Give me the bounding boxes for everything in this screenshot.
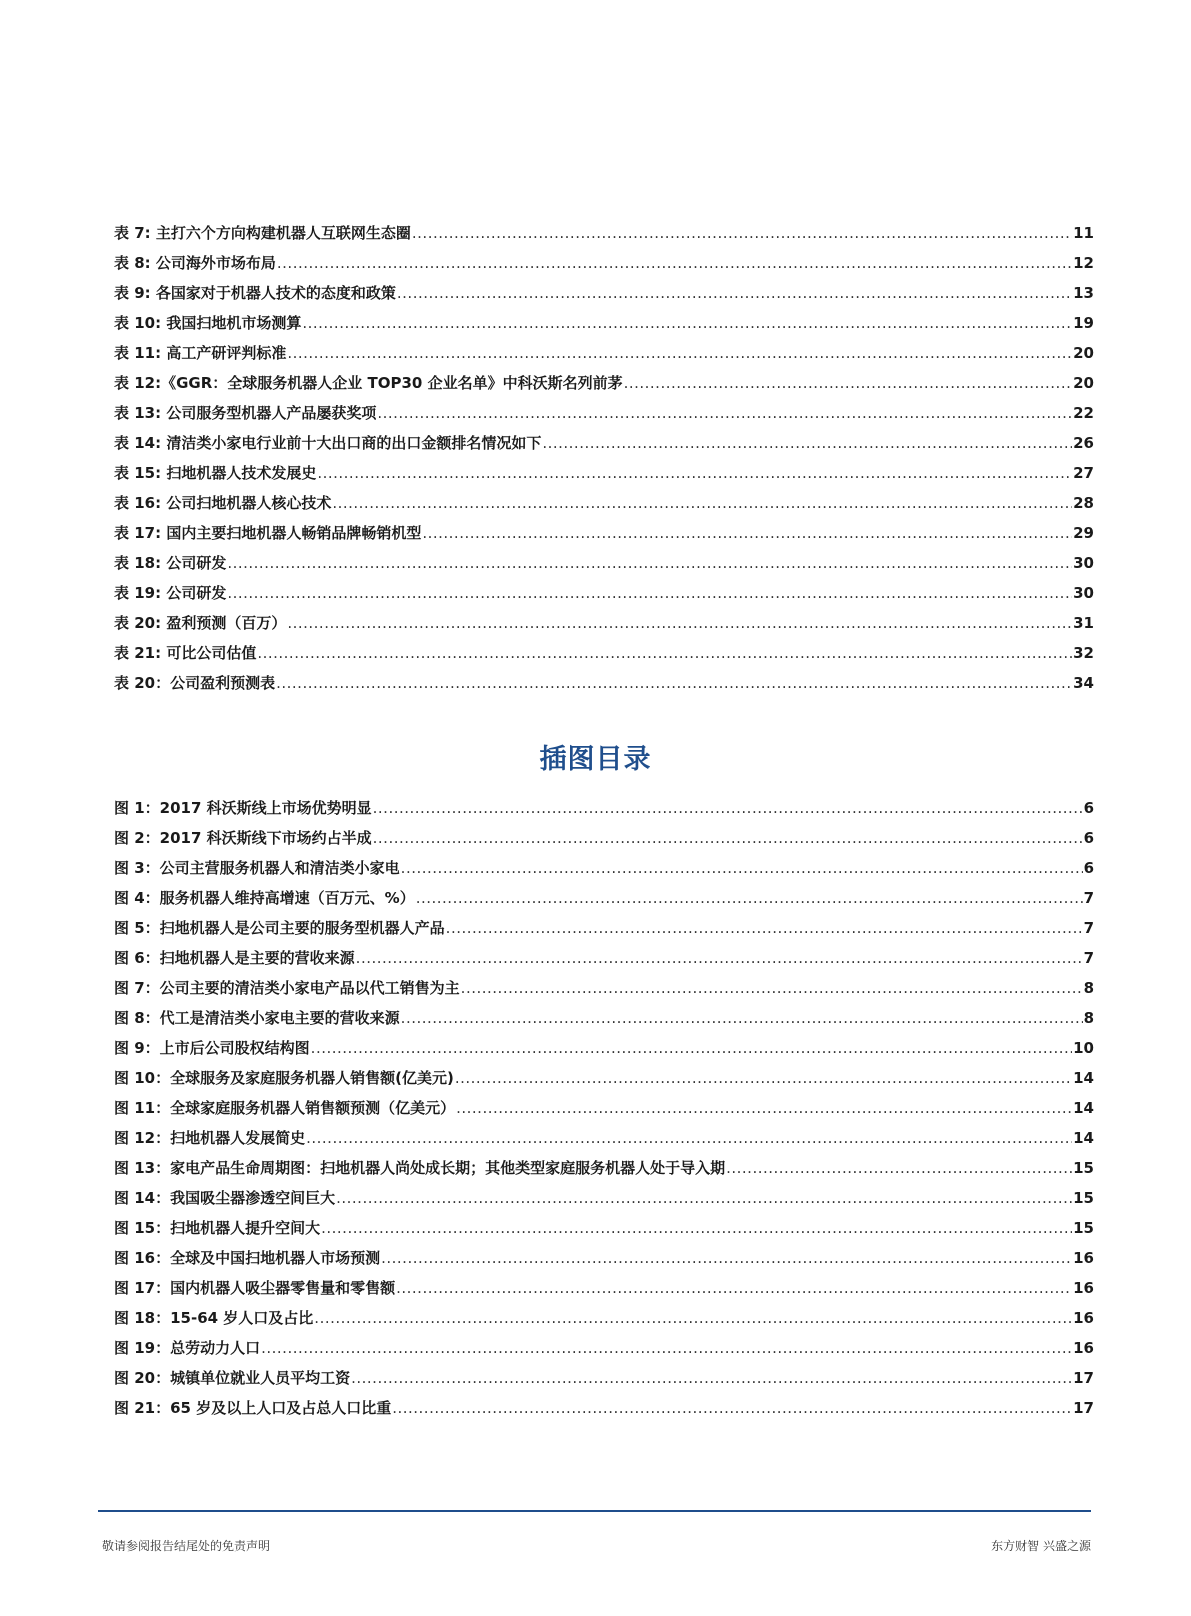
toc-entry[interactable] (114, 1273, 1094, 1303)
toc-entry[interactable] (114, 793, 1094, 823)
toc-entry-label: 表 13: 公司服务型机器人产品屡获奖项 (114, 404, 377, 422)
toc-entry-page: 32 (1073, 644, 1094, 662)
toc-leader-dots (456, 1093, 1072, 1123)
toc-entry-label: 表 7: 主打六个方向构建机器人互联网生态圈 (114, 224, 411, 242)
toc-entry[interactable] (114, 668, 1094, 698)
toc-entry[interactable] (114, 823, 1094, 853)
toc-entry-label: 图 12：扫地机器人发展简史 (114, 1129, 306, 1147)
toc-entry-label: 表 20：公司盈利预测表 (114, 674, 276, 692)
toc-entry[interactable] (114, 1183, 1094, 1213)
toc-entry-page: 20 (1073, 344, 1094, 362)
toc-entry-page: 7 (1083, 949, 1094, 967)
toc-entry-label: 图 16：全球及中国扫地机器人市场预测 (114, 1249, 381, 1267)
toc-entry-label: 图 18：15-64 岁人口及占比 (114, 1309, 314, 1327)
toc-leader-dots (302, 308, 1072, 338)
toc-leader-dots (377, 398, 1072, 428)
toc-entry-page: 10 (1073, 1039, 1094, 1057)
toc-entry-label: 表 12:《GGR：全球服务机器人企业 TOP30 企业名单》中科沃斯名列前茅 (114, 374, 623, 392)
toc-entry-label: 图 3：公司主营服务机器人和清洁类小家电 (114, 859, 400, 877)
toc-entry-label: 表 21: 可比公司估值 (114, 644, 257, 662)
toc-leader-dots (381, 1243, 1072, 1273)
toc-entry-label: 图 2：2017 科沃斯线下市场约占半成 (114, 829, 372, 847)
toc-entry-page: 16 (1073, 1309, 1094, 1327)
toc-entry-page: 22 (1073, 404, 1094, 422)
footer-divider (98, 1510, 1091, 1512)
toc-entry-label: 表 10: 我国扫地机市场测算 (114, 314, 302, 332)
toc-entry[interactable] (114, 398, 1094, 428)
toc-entry-label: 图 4：服务机器人维持高增速（百万元、%） (114, 889, 415, 907)
toc-entry-page: 15 (1073, 1159, 1094, 1177)
toc-entry[interactable] (114, 248, 1094, 278)
toc-leader-dots (726, 1153, 1072, 1183)
toc-leader-dots (396, 1273, 1072, 1303)
toc-entry[interactable] (114, 488, 1094, 518)
toc-entry-label: 图 21：65 岁及以上人口及占总人口比重 (114, 1399, 392, 1417)
toc-leader-dots (314, 1303, 1072, 1333)
toc-entry-page: 7 (1083, 889, 1094, 907)
toc-entry-page: 14 (1073, 1099, 1094, 1117)
toc-entry-label: 表 14: 清洁类小家电行业前十大出口商的出口金额排名情况如下 (114, 434, 542, 452)
toc-entry[interactable] (114, 368, 1094, 398)
toc-entry[interactable] (114, 608, 1094, 638)
toc-entry[interactable] (114, 518, 1094, 548)
toc-entry[interactable] (114, 1243, 1094, 1273)
toc-entry-label: 图 6：扫地机器人是主要的营收来源 (114, 949, 355, 967)
toc-entry-page: 28 (1073, 494, 1094, 512)
toc-entry-label: 表 11: 高工产研评判标准 (114, 344, 287, 362)
toc-leader-dots (317, 458, 1072, 488)
toc-entry-page: 27 (1073, 464, 1094, 482)
toc-leader-dots (392, 1393, 1072, 1423)
toc-entry-page: 6 (1083, 829, 1094, 847)
toc-leader-dots (321, 1213, 1072, 1243)
toc-entry-page: 29 (1073, 524, 1094, 542)
toc-entry[interactable] (114, 1303, 1094, 1333)
toc-entry[interactable] (114, 1213, 1094, 1243)
toc-entry[interactable] (114, 218, 1094, 248)
toc-leader-dots (416, 883, 1083, 913)
toc-entry-label: 图 9：上市后公司股权结构图 (114, 1039, 310, 1057)
toc-leader-dots (351, 1363, 1072, 1393)
toc-entry-page: 13 (1073, 284, 1094, 302)
toc-entry[interactable] (114, 1093, 1094, 1123)
toc-entry[interactable] (114, 638, 1094, 668)
toc-entry-label: 图 14：我国吸尘器渗透空间巨大 (114, 1189, 336, 1207)
toc-leader-dots (401, 1003, 1083, 1033)
toc-leader-dots (306, 1123, 1072, 1153)
toc-entry-label: 图 10：全球服务及家庭服务机器人销售额(亿美元) (114, 1069, 454, 1087)
toc-leader-dots (257, 638, 1072, 668)
toc-entry-page: 30 (1073, 584, 1094, 602)
toc-entry-page: 15 (1073, 1189, 1094, 1207)
toc-entry-page: 15 (1073, 1219, 1094, 1237)
toc-entry[interactable] (114, 578, 1094, 608)
toc-leader-dots (332, 488, 1072, 518)
toc-entry[interactable] (114, 1123, 1094, 1153)
toc-entry-label: 图 20：城镇单位就业人员平均工资 (114, 1369, 351, 1387)
toc-entry[interactable] (114, 548, 1094, 578)
toc-entry-label: 图 7：公司主要的清洁类小家电产品以代工销售为主 (114, 979, 460, 997)
toc-entry[interactable] (114, 943, 1094, 973)
toc-leader-dots (446, 913, 1083, 943)
toc-leader-dots (336, 1183, 1072, 1213)
toc-entry-page: 20 (1073, 374, 1094, 392)
toc-entry-page: 31 (1073, 614, 1094, 632)
toc-entry-page: 26 (1073, 434, 1094, 452)
toc-entry-label: 表 15: 扫地机器人技术发展史 (114, 464, 317, 482)
toc-entry-page: 6 (1083, 859, 1094, 877)
toc-entry[interactable] (114, 913, 1094, 943)
toc-entry-page: 17 (1073, 1399, 1094, 1417)
toc-entry[interactable] (114, 278, 1094, 308)
toc-entry-page: 8 (1083, 979, 1094, 997)
toc-leader-dots (461, 973, 1083, 1003)
toc-leader-dots (412, 218, 1072, 248)
tables-toc (114, 218, 1094, 698)
toc-leader-dots (455, 1063, 1072, 1093)
toc-entry-page: 17 (1073, 1369, 1094, 1387)
toc-leader-dots (373, 793, 1083, 823)
toc-entry[interactable] (114, 973, 1094, 1003)
footer-disclaimer: 敬请参阅报告结尾处的免责声明 (102, 1539, 271, 1553)
toc-entry-label: 表 17: 国内主要扫地机器人畅销品牌畅销机型 (114, 524, 422, 542)
toc-leader-dots (227, 548, 1072, 578)
toc-leader-dots (227, 578, 1072, 608)
toc-leader-dots (401, 853, 1083, 883)
toc-leader-dots (373, 823, 1083, 853)
toc-entry[interactable] (114, 853, 1094, 883)
toc-entry-label: 表 20: 盈利预测（百万） (114, 614, 287, 632)
toc-entry[interactable] (114, 1063, 1094, 1093)
figures-toc-title: 插图目录 (539, 744, 652, 775)
toc-leader-dots (287, 338, 1072, 368)
toc-entry-page: 6 (1083, 799, 1094, 817)
toc-entry-label: 图 8：代工是清洁类小家电主要的营收来源 (114, 1009, 400, 1027)
toc-entry-label: 图 13：家电产品生命周期图：扫地机器人尚处成长期；其他类型家庭服务机器人处于导入期 (114, 1159, 726, 1177)
toc-entry[interactable] (114, 308, 1094, 338)
toc-entry-label: 表 9: 各国家对于机器人技术的态度和政策 (114, 284, 396, 302)
toc-leader-dots (624, 368, 1073, 398)
toc-leader-dots (277, 248, 1072, 278)
toc-leader-dots (261, 1333, 1072, 1363)
toc-entry-label: 表 19: 公司研发 (114, 584, 227, 602)
toc-entry-label: 图 15：扫地机器人提升空间大 (114, 1219, 321, 1237)
toc-leader-dots (397, 278, 1072, 308)
toc-leader-dots (311, 1033, 1072, 1063)
toc-entry-page: 19 (1073, 314, 1094, 332)
toc-entry-page: 8 (1083, 1009, 1094, 1027)
toc-entry-page: 12 (1073, 254, 1094, 272)
toc-leader-dots (276, 668, 1072, 698)
toc-entry-page: 16 (1073, 1279, 1094, 1297)
toc-entry[interactable] (114, 1033, 1094, 1063)
toc-entry-label: 图 17：国内机器人吸尘器零售量和零售额 (114, 1279, 396, 1297)
toc-entry-page: 7 (1083, 919, 1094, 937)
toc-leader-dots (422, 518, 1072, 548)
toc-entry-page: 30 (1073, 554, 1094, 572)
toc-entry-label: 图 19：总劳动力人口 (114, 1339, 261, 1357)
toc-entry-label: 图 5：扫地机器人是公司主要的服务型机器人产品 (114, 919, 445, 937)
toc-leader-dots (287, 608, 1072, 638)
toc-entry[interactable] (114, 338, 1094, 368)
toc-entry-label: 图 1：2017 科沃斯线上市场优势明显 (114, 799, 372, 817)
toc-entry-label: 表 8: 公司海外市场布局 (114, 254, 276, 272)
toc-leader-dots (542, 428, 1072, 458)
toc-entry-label: 表 18: 公司研发 (114, 554, 227, 572)
toc-entry[interactable] (114, 1393, 1094, 1423)
footer-slogan: 东方财智 兴盛之源 (991, 1539, 1091, 1553)
toc-entry-page: 16 (1073, 1249, 1094, 1267)
toc-entry[interactable] (114, 1153, 1094, 1183)
toc-entry-page: 16 (1073, 1339, 1094, 1357)
figures-toc (114, 793, 1094, 1423)
toc-leader-dots (356, 943, 1083, 973)
toc-entry[interactable] (114, 1333, 1094, 1363)
toc-entry[interactable] (114, 883, 1094, 913)
toc-entry-label: 表 16: 公司扫地机器人核心技术 (114, 494, 332, 512)
toc-entry[interactable] (114, 1363, 1094, 1393)
toc-entry[interactable] (114, 1003, 1094, 1033)
toc-entry[interactable] (114, 428, 1094, 458)
toc-entry-page: 14 (1073, 1129, 1094, 1147)
toc-entry-label: 图 11：全球家庭服务机器人销售额预测（亿美元） (114, 1099, 456, 1117)
toc-entry[interactable] (114, 458, 1094, 488)
toc-entry-page: 11 (1073, 224, 1094, 242)
toc-entry-page: 14 (1073, 1069, 1094, 1087)
toc-entry-page: 34 (1073, 674, 1094, 692)
